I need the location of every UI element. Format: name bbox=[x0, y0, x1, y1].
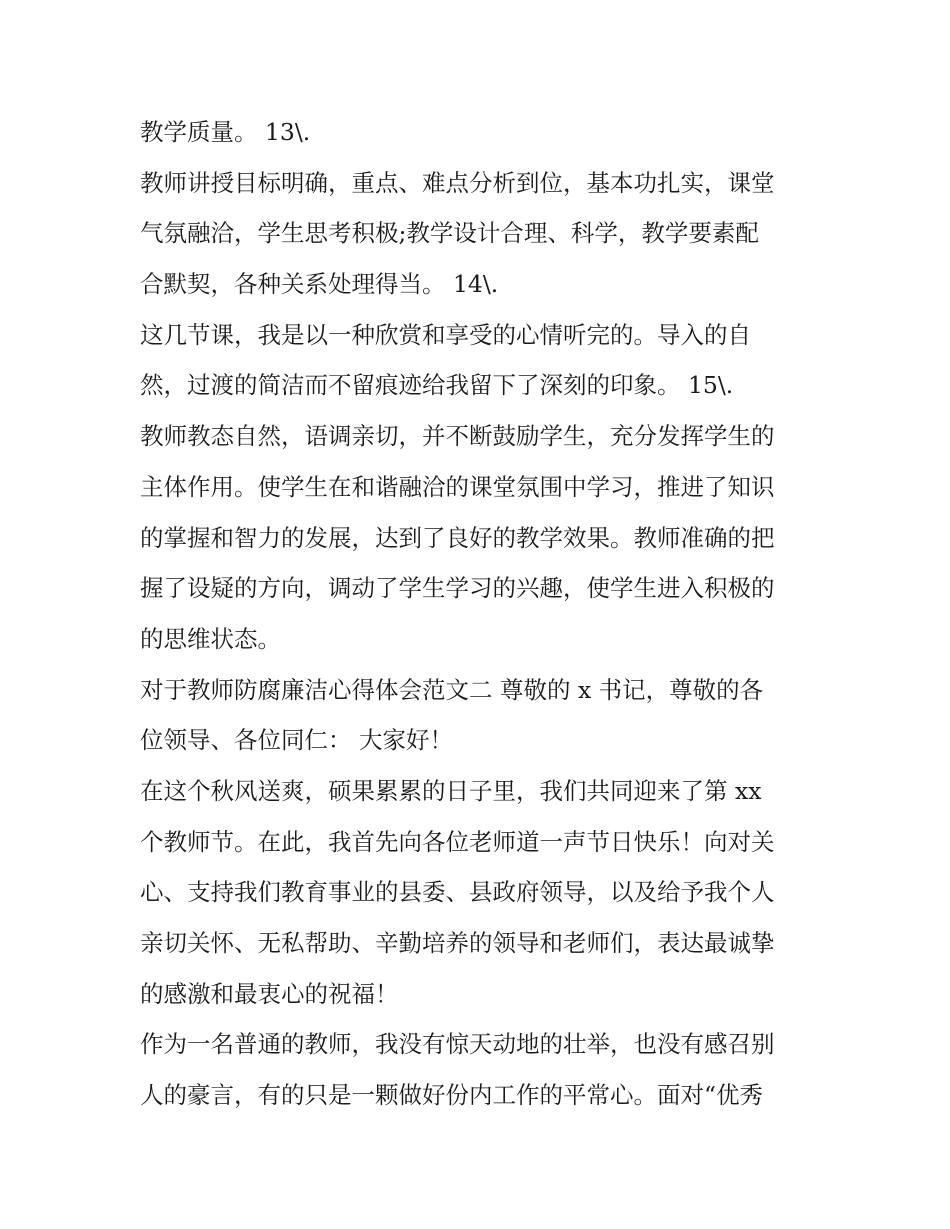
text-line: 主体作用。使学生在和谐融洽的课堂氛围中学习，推进了知识 bbox=[140, 472, 775, 501]
text-line: 教师讲授目标明确，重点、难点分析到位，基本功扎实，课堂 bbox=[140, 168, 775, 197]
text-line: 个教师节。在此，我首先向各位老师道一声节日快乐！向对关 bbox=[140, 827, 775, 856]
text-line: 的感激和最衷心的祝福！ bbox=[140, 979, 399, 1008]
text-line: 人的豪言，有的只是一颗做好份内工作的平常心。面对“优秀 bbox=[140, 1081, 764, 1110]
text-line: 教师教态自然，语调亲切，并不断鼓励学生，充分发挥学生的 bbox=[140, 422, 775, 451]
text-line: 这几节课，我是以一种欣赏和享受的心情听完的。导入的自 bbox=[140, 320, 751, 349]
text-line: 气氛融洽，学生思考积极;教学设计合理、科学，教学要素配 bbox=[140, 219, 759, 248]
text-line: 亲切关怀、无私帮助、辛勤培养的领导和老师们，表达最诚挚 bbox=[140, 929, 775, 957]
text-line: 教学质量。 13\. bbox=[140, 118, 311, 146]
text-line: 的思维状态。 bbox=[140, 624, 281, 653]
text-line: 握了设疑的方向，调动了学生学习的兴趣，使学生进入积极的 bbox=[140, 574, 775, 603]
body-text bbox=[140, 107, 820, 1121]
text-line: 的掌握和智力的发展，达到了良好的教学效果。教师准确的把 bbox=[140, 523, 775, 552]
text-line: 合默契，各种关系处理得当。 14\. bbox=[140, 270, 499, 299]
text-line: 对于教师防腐廉洁心得体会范文二 尊敬的 x 书记，尊敬的各 bbox=[140, 675, 764, 704]
text-line: 然，过渡的简洁而不留痕迹给我留下了深刻的印象。 15\. bbox=[140, 371, 734, 400]
text-line: 作为一名普通的教师，我没有惊天动地的壮举，也没有感召别 bbox=[140, 1030, 775, 1059]
text-line: 位领导、各位同仁： 大家好！ bbox=[140, 726, 453, 755]
text-line: 心、支持我们教育事业的县委、县政府领导，以及给予我个人 bbox=[140, 878, 775, 907]
text-line: 在这个秋风送爽，硕果累累的日子里，我们共同迎来了第 xx bbox=[140, 776, 762, 805]
